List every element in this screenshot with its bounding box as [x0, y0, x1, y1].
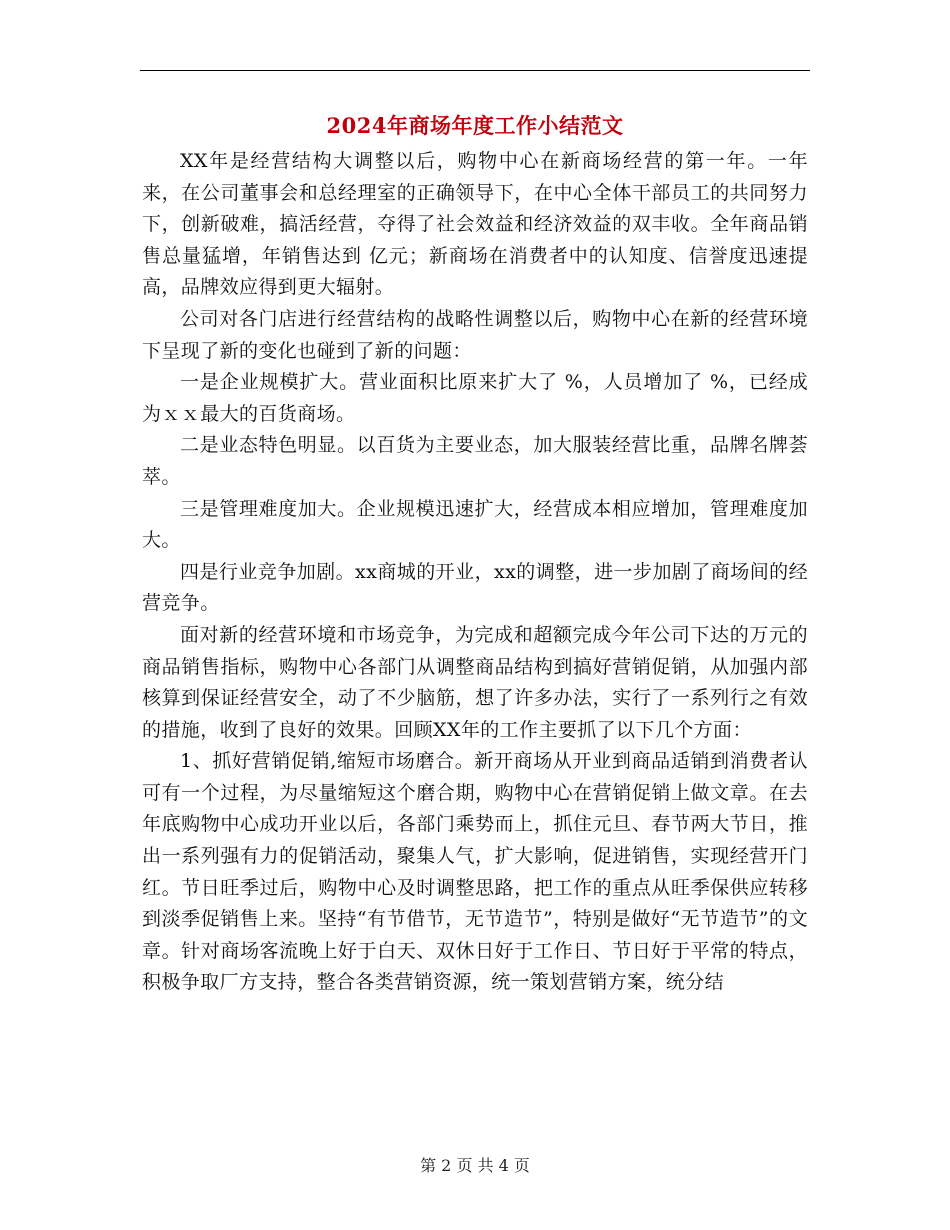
paragraph: 1、抓好营销促销,缩短市场磨合。新开商场从开业到商品适销到消费者认可有一个过程，为尽量缩短这个磨合期，购物中心在营销促销上做文章。在去年底购物中心成功开业以后，各部门乘势而上，抓住元旦、春节两大节日，推出一系列强有力的促销活动，聚集人气，扩大影响，促进销售，实现经营开门红。节日旺季过后，购物中心及时调整思路，把工作的重点从旺季保供应转移到淡季促销售上来。坚持“有节借节，无节造节”，特别是做好“无节造节”的文章。针对商场客流晚上好于白天、双休日好于工作日、节日好于平常的特点，积极争取厂方支持，整合各类营销资源，统一策划营销方案，统分结 — [142, 750, 808, 994]
paragraph: 四是行业竞争加剧。xx商城的开业，xx的调整，进一步加剧了商场间的经营竞争。 — [142, 560, 808, 615]
paragraph: 二是业态特色明显。以百货为主要业态，加大服装经营比重，品牌名牌荟萃。 — [142, 434, 808, 488]
paragraph: 三是管理难度加大。企业规模迅速扩大，经营成本相应增加，管理难度加大。 — [142, 497, 808, 552]
paragraph: XX年是经营结构大调整以后，购物中心在新商场经营的第一年。一年来，在公司董事会和总经理室的正确领导下，在中心全体干部员工的共同努力下，创新破难，搞活经营，夺得了社会效益和经济效益的双丰收。全年商品销售总量猛增，年销售达到 亿元；新商场在消费者中的认知度、信誉度迅速提高，品牌效应得到更大辐射。 — [142, 150, 808, 299]
paragraph: 一是企业规模扩大。营业面积比原来扩大了 %，人员增加了 %，已经成为ｘｘ最大的百货商场。 — [142, 371, 808, 425]
header-rule — [140, 70, 810, 71]
page-number-footer: 第 2 页 共 4 页 — [420, 1156, 530, 1175]
paragraph: 公司对各门店进行经营结构的战略性调整以后，购物中心在新的经营环境下呈现了新的变化也碰到了新的问题： — [142, 307, 808, 362]
document-body — [142, 146, 808, 999]
paragraph: 面对新的经营环境和市场竞争，为完成和超额完成今年公司下达的万元的商品销售指标，购物中心各部门从调整商品结构到搞好营销促销，从加强内部核算到保证经营安全，动了不少脑筋，想了许多办法，实行了一系列行之有效的措施，收到了良好的效果。回顾XX年的工作主要抓了以下几个方面： — [142, 623, 808, 741]
document-title: 2024年商场年度工作小结范文 — [326, 113, 624, 138]
